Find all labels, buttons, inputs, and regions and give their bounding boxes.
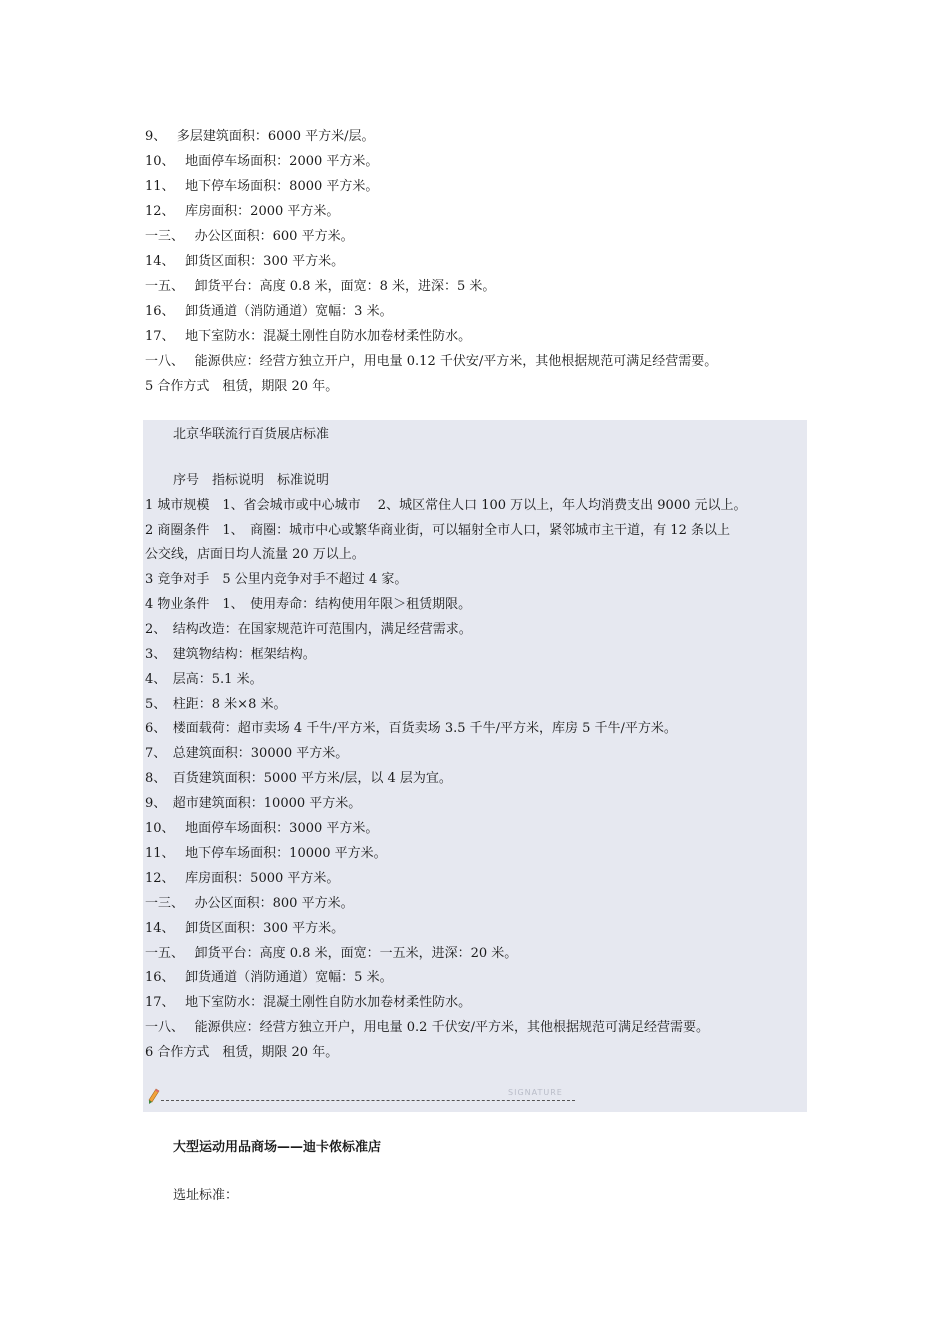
block-header-row: 序号 指标说明 标准说明 (173, 473, 330, 488)
list-item: 4 物业条件 1、 使用寿命：结构使用年限＞租赁期限。 (145, 597, 472, 612)
section-heading: 大型运动用品商场——迪卡侬标准店 (173, 1140, 382, 1155)
list-item: 4、 层高：5.1 米。 (145, 672, 263, 687)
list-item: 6 合作方式 租赁，期限 20 年。 (145, 1045, 339, 1060)
list-item: 12、 库房面积：5000 平方米。 (145, 871, 340, 886)
list-item: 14、 卸货区面积：300 平方米。 (145, 921, 345, 936)
list-item: 14、 卸货区面积：300 平方米。 (145, 254, 345, 269)
signature-label: SIGNATURE (508, 1088, 563, 1097)
section-subheading: 选址标准： (173, 1188, 239, 1203)
list-item: 1 城市规模 1、省会城市或中心城市 2、城区常住人口 100 万以上，年人均消费支出 9000 元以上。 (145, 498, 747, 513)
list-item: 3 竞争对手 5 公里内竞争对手不超过 4 家。 (145, 572, 408, 587)
list-item: 2、 结构改造：在国家规范许可范围内，满足经营需求。 (145, 622, 472, 637)
signature-row (147, 1086, 577, 1106)
list-item: 16、 卸货通道（消防通道）宽幅：3 米。 (145, 304, 393, 319)
list-item: 17、 地下室防水：混凝土刚性自防水加卷材柔性防水。 (145, 329, 472, 344)
list-item: 11、 地下停车场面积：10000 平方米。 (145, 846, 387, 861)
list-item: 5、 柱距：8 米×8 米。 (145, 697, 287, 712)
list-item: 9、 多层建筑面积：6000 平方米/层。 (145, 129, 375, 144)
list-item: 10、 地面停车场面积：2000 平方米。 (145, 154, 379, 169)
list-item: 一八、 能源供应：经营方独立开户，用电量 0.2 千伏安/平方米，其他根据规范可满足经营需要。 (145, 1020, 709, 1035)
list-item: 一三、 办公区面积：600 平方米。 (145, 229, 354, 244)
list-item: 公交线，店面日均人流量 20 万以上。 (145, 547, 365, 562)
list-item: 一五、 卸货平台：高度 0.8 米，面宽：一五米，进深：20 米。 (145, 946, 518, 961)
list-item: 9、 超市建筑面积：10000 平方米。 (145, 796, 362, 811)
list-item: 一三、 办公区面积：800 平方米。 (145, 896, 354, 911)
list-item: 16、 卸货通道（消防通道）宽幅：5 米。 (145, 970, 393, 985)
list-item: 2 商圈条件 1、 商圈：城市中心或繁华商业街，可以辐射全市人口，紧邻城市主干道，有 12 条以上 (145, 523, 730, 538)
list-item: 3、 建筑物结构：框架结构。 (145, 647, 316, 662)
list-item: 10、 地面停车场面积：3000 平方米。 (145, 821, 379, 836)
list-item: 12、 库房面积：2000 平方米。 (145, 204, 340, 219)
list-item: 17、 地下室防水：混凝土刚性自防水加卷材柔性防水。 (145, 995, 472, 1010)
block-title: 北京华联流行百货展店标准 (173, 427, 330, 442)
pencil-icon (147, 1088, 161, 1106)
list-item: 5 合作方式 租赁，期限 20 年。 (145, 379, 339, 394)
signature-line (161, 1100, 575, 1101)
list-item: 11、 地下停车场面积：8000 平方米。 (145, 179, 379, 194)
list-item: 8、 百货建筑面积：5000 平方米/层，以 4 层为宜。 (145, 771, 452, 786)
list-item: 6、 楼面载荷：超市卖场 4 千牛/平方米，百货卖场 3.5 千牛/平方米，库房 5 千牛/平方米。 (145, 721, 677, 736)
list-item: 一八、 能源供应：经营方独立开户，用电量 0.12 千伏安/平方米，其他根据规范可满足经营需要。 (145, 354, 718, 369)
list-item: 7、 总建筑面积：30000 平方米。 (145, 746, 349, 761)
list-item: 一五、 卸货平台：高度 0.8 米，面宽：8 米，进深：5 米。 (145, 279, 496, 294)
